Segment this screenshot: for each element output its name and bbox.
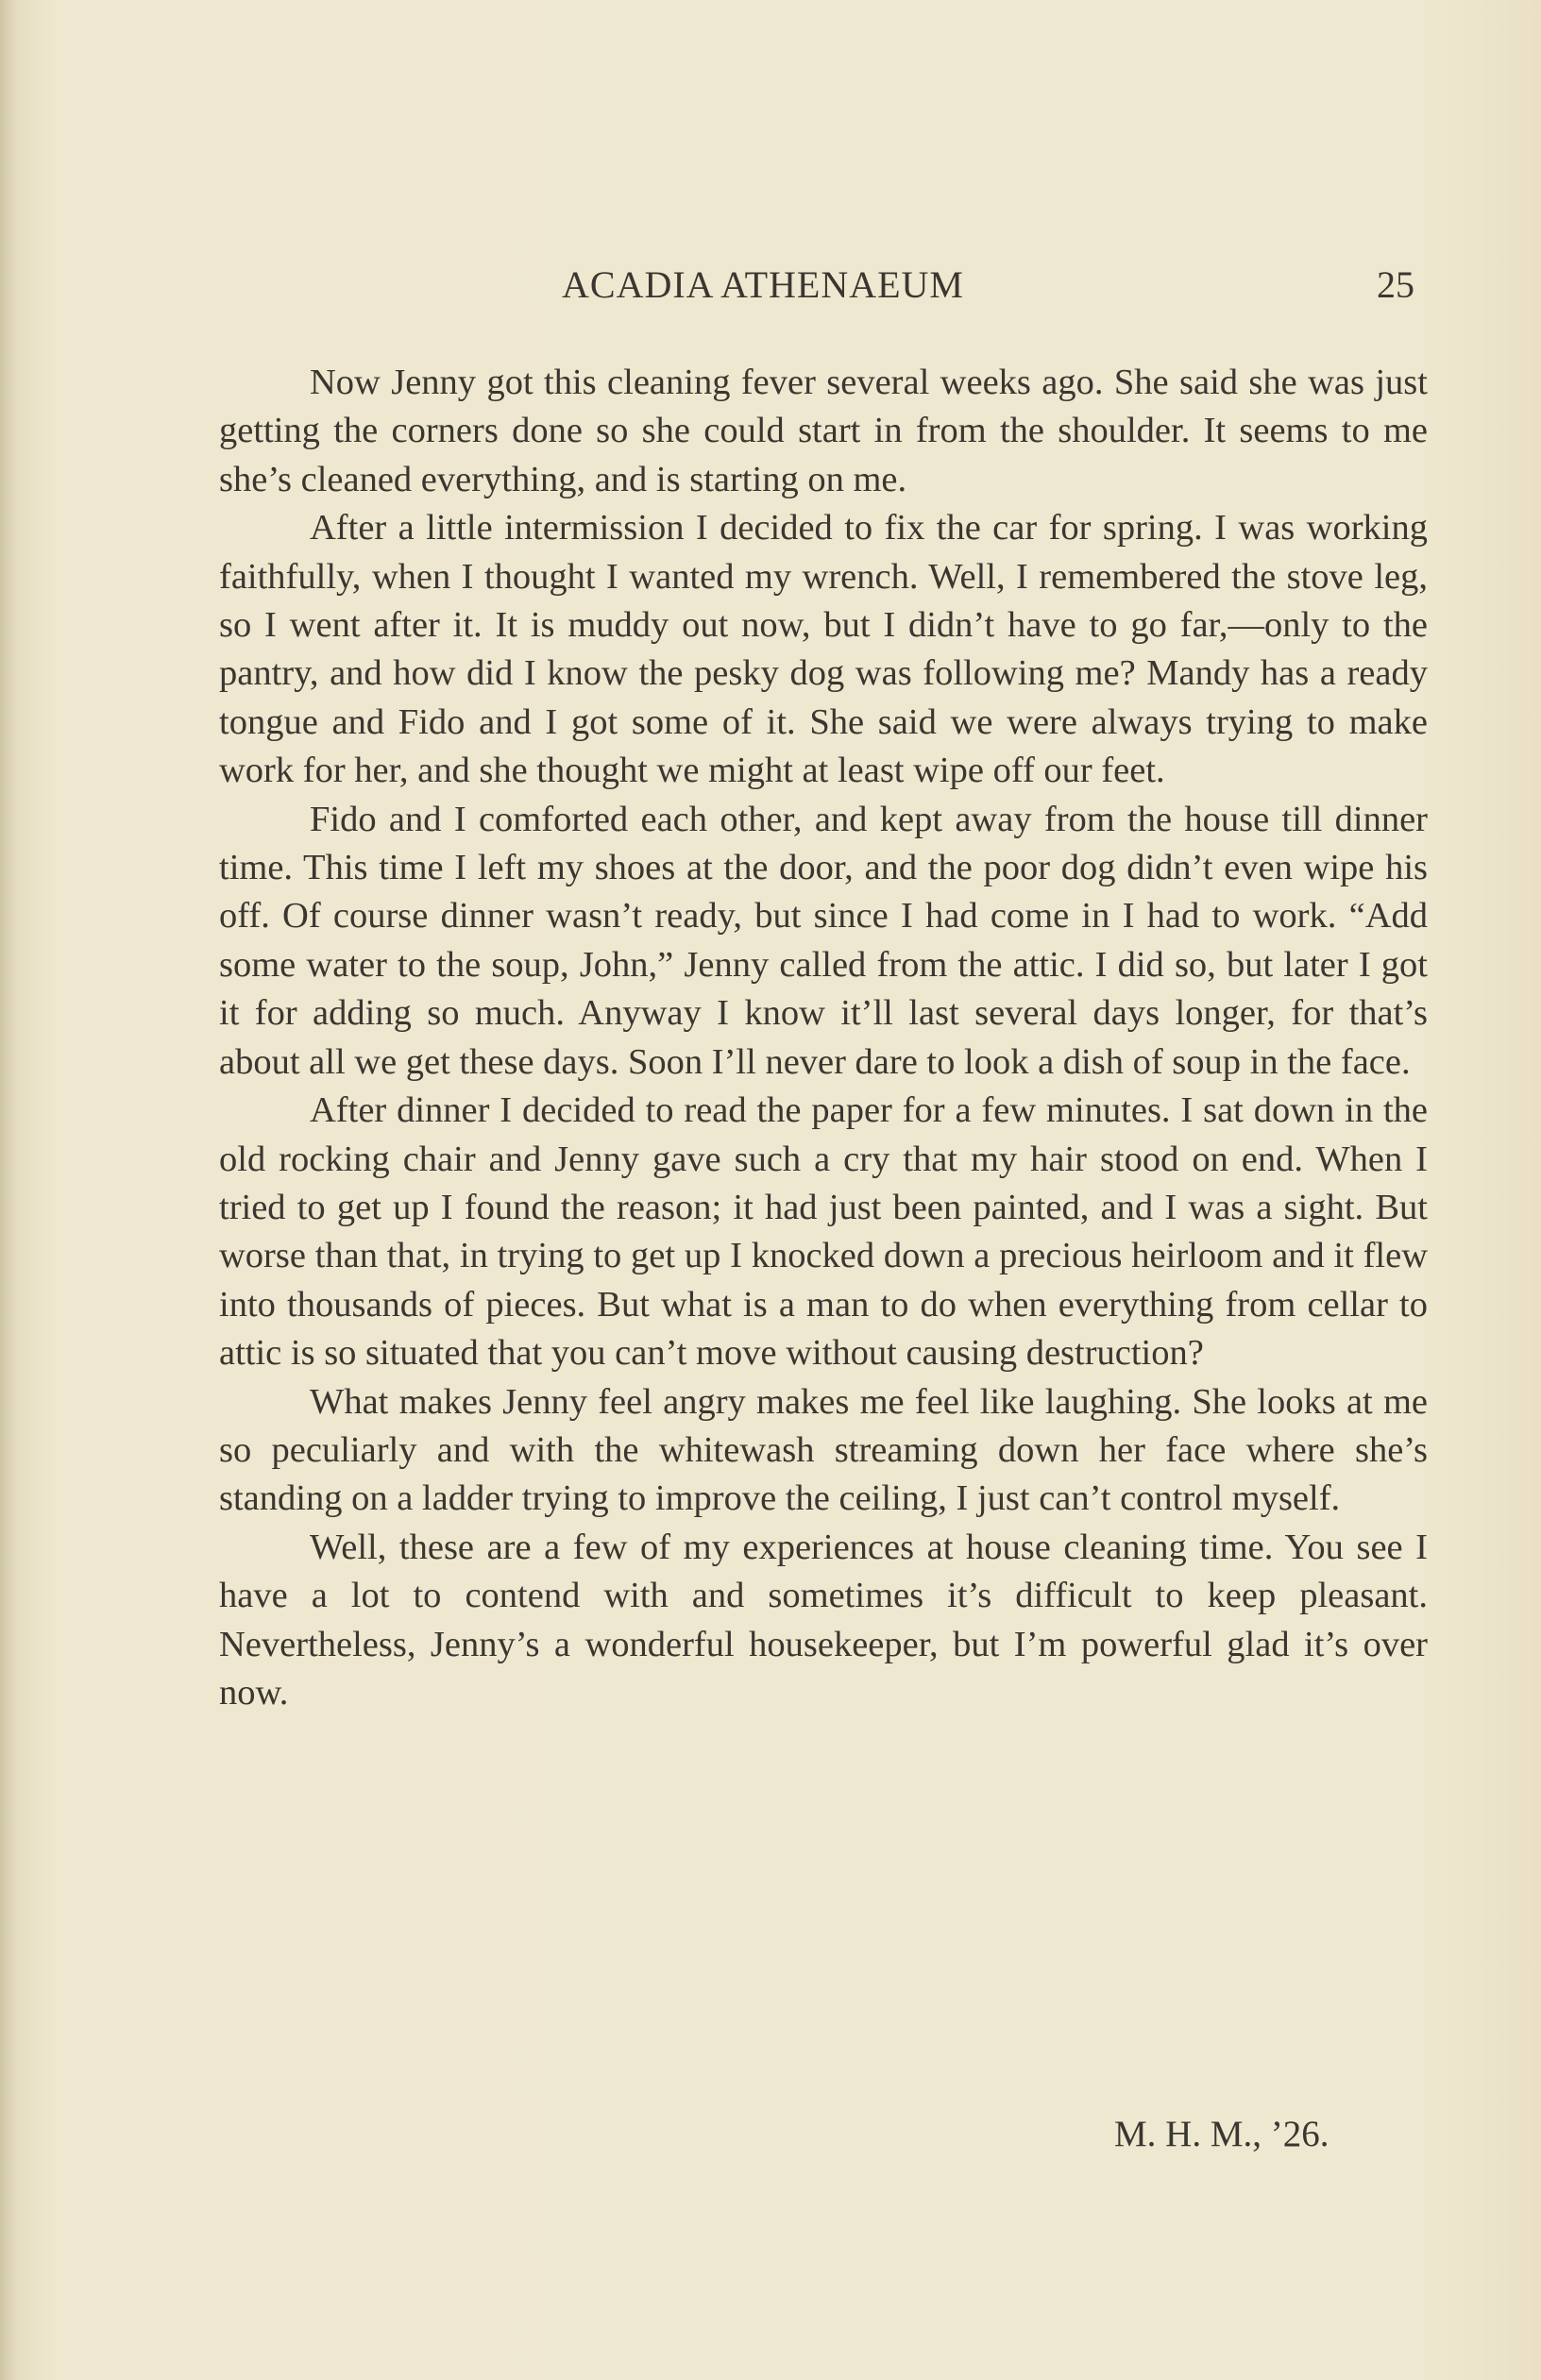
paragraph: Well, these are a few of my experiences at house cleaning time. You see I have a lot to contend with and sometimes it’s difficult to keep pleasant. Nevertheless, Jenny’s a wonderful housekeeper, but I’m powerful glad it’s over now. xyxy=(219,1527,1428,1713)
paragraph: Fido and I comforted each other, and kept away from the house till dinner time. This time I left my shoes at the door, and the poor dog didn’t even wipe his off. Of course dinner wasn’t ready, but since I had come in I had to work. “Add some water to the soup, John,” Jenny called from the attic. I did so, but later I got it for adding so much. Anyway I know it’ll last several days longer, for that’s about all we get these days. Soon I’ll never dare to look a dish of soup in the face. xyxy=(219,799,1428,1082)
paragraph: After dinner I decided to read the paper for a few minutes. I sat down in the old rocking chair and Jenny gave such a cry that my hair stood on end. When I tried to get up I found the reason; it had just been painted, and I was a sight. But worse than that, in trying to get up I knocked down a precious heirloom and it flew into thousands of pieces. But what is a man to do when everything from cellar to attic is so situated that you can’t move without causing destruction? xyxy=(219,1090,1428,1374)
page-header xyxy=(0,262,1541,310)
page-number: 25 xyxy=(1377,263,1414,306)
author-signature: M. H. M., ’26. xyxy=(1114,2114,1329,2154)
paragraph: After a little intermission I decided to fix the car for spring. I was working faithfully, when I thought I wanted my wrench. Well, I remembered the stove leg, so I went after it. It is muddy out now, but I didn’t have to go far,—only to the pantry, and how did I know the pesky dog was following me? Mandy has a ready tongue and Fido and I got some of it. She said we were always trying to make work for her, and she thought we might at least wipe off our feet. xyxy=(219,508,1428,791)
paragraph: What makes Jenny feel angry makes me feel like laughing. She looks at me so peculiarly and with the whitewash streaming down her face where she’s standing on a ladder trying to improve the ceiling, I just can’t control myself. xyxy=(219,1381,1428,1519)
paragraph: Now Jenny got this cleaning fever several weeks ago. She said she was just getting the corners done so she could start in from the shoulder. It seems to me she’s cleaned everything, and is starting on me. xyxy=(219,363,1428,499)
article-body xyxy=(219,359,1428,1717)
running-title: ACADIA ATHENAEUM xyxy=(562,263,964,306)
